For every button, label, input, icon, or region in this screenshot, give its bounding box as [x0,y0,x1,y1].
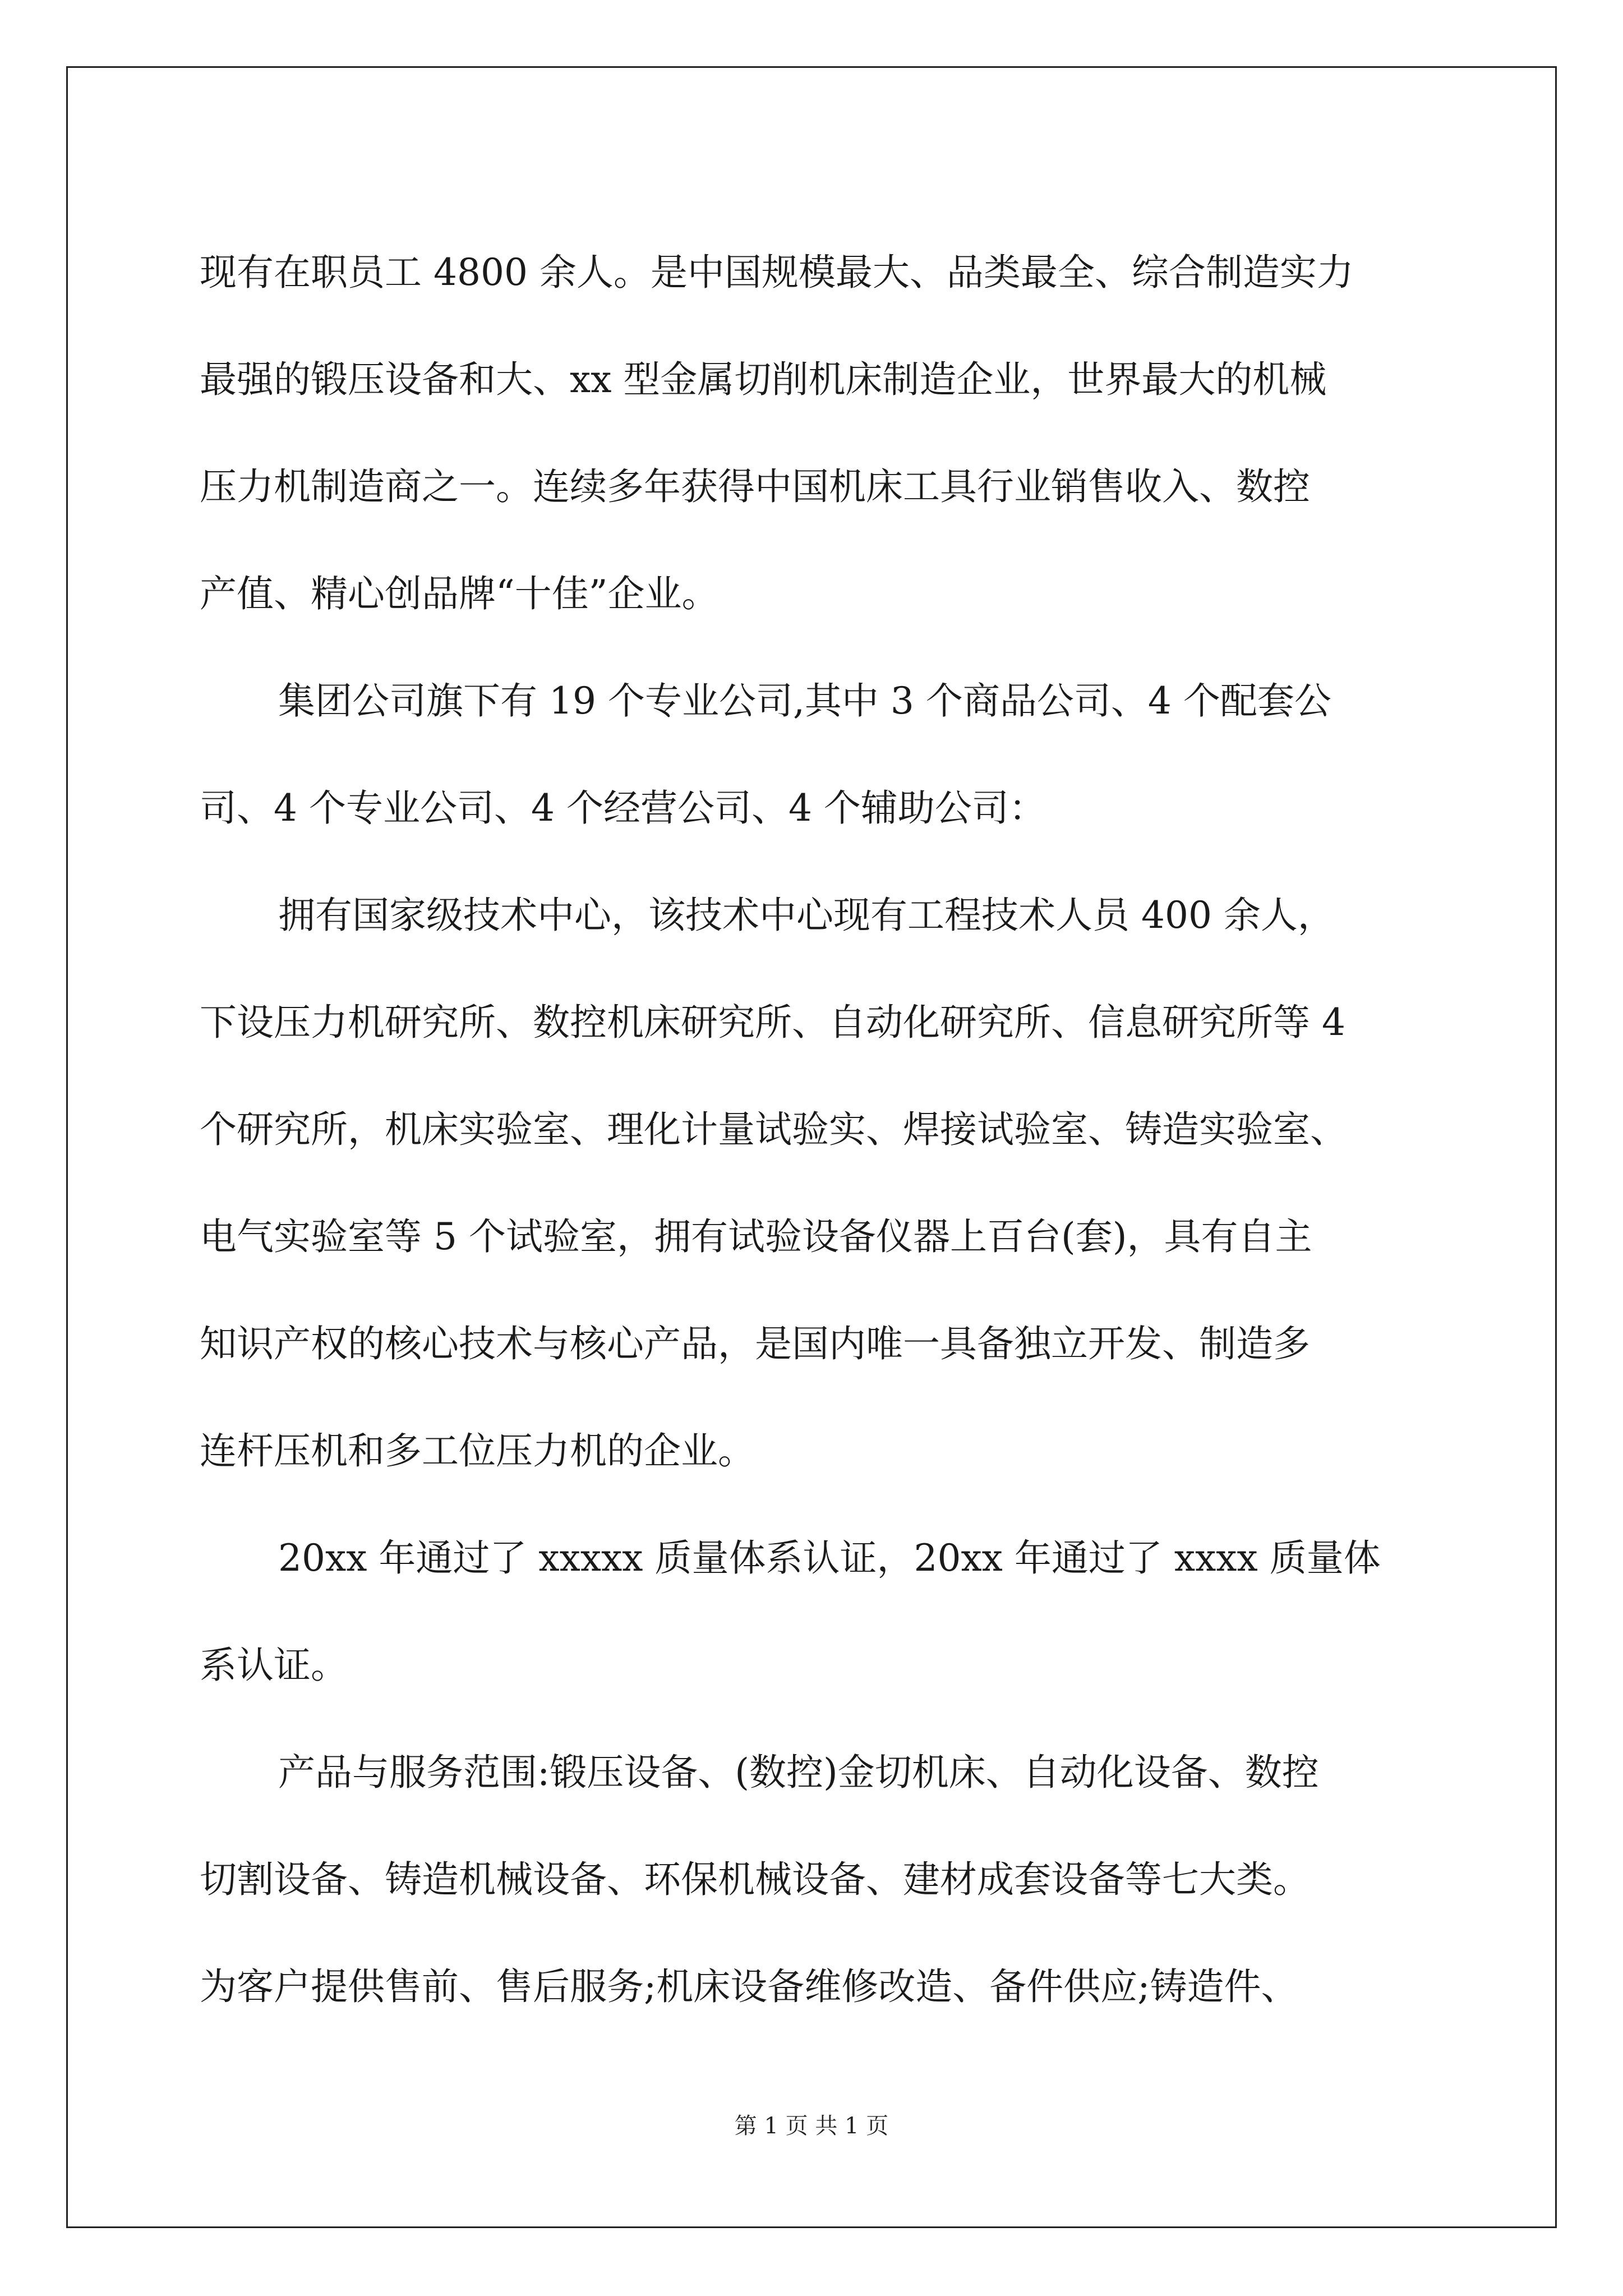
text-line: 压力机制造商之一。连续多年获得中国机床工具行业销售收入、数控 [200,465,1310,508]
text-line: 个研究所，机床实验室、理化计量试验实、焊接试验室、铸造实验室、 [200,1108,1347,1151]
text-line: 现有在职员工 4800 余人。是中国规模最大、品类最全、综合制造实力 [200,251,1354,294]
text-line: 最强的锻压设备和大、xx 型金属切削机床制造企业，世界最大的机械 [200,358,1327,401]
text-line: 下设压力机研究所、数控机床研究所、自动化研究所、信息研究所等 4 [200,1001,1345,1044]
text-line: 知识产权的核心技术与核心产品，是国内唯一具备独立开发、制造多 [200,1322,1310,1365]
paragraph-first-line: 产品与服务范围:锻压设备、(数控)金切机床、自动化设备、数控 [278,1751,1319,1794]
text-line: 为客户提供售前、售后服务;机床设备维修改造、备件供应;铸造件、 [200,1965,1298,2008]
text-line: 连杆压机和多工位压力机的企业。 [200,1429,755,1473]
paragraph-first-line: 拥有国家级技术中心，该技术中心现有工程技术人员 400 余人， [278,894,1335,937]
page-number-footer: 第 1 页 共 1 页 [734,2113,889,2139]
paragraph-first-line: 20xx 年通过了 xxxxx 质量体系认证，20xx 年通过了 xxxx 质量体 [278,1536,1381,1580]
text-line: 电气实验室等 5 个试验室，拥有试验设备仪器上百台(套)，具有自主 [200,1215,1312,1258]
text-line: 系认证。 [200,1644,348,1687]
document-body [200,219,1439,2040]
text-line: 切割设备、铸造机械设备、环保机械设备、建材成套设备等七大类。 [200,1858,1310,1901]
text-line: 司、4 个专业公司、4 个经营公司、4 个辅助公司： [200,786,1046,830]
paragraph-first-line: 集团公司旗下有 19 个专业公司,其中 3 个商品公司、4 个配套公 [278,679,1331,723]
text-line: 产值、精心创品牌“十佳”企业。 [200,572,719,615]
